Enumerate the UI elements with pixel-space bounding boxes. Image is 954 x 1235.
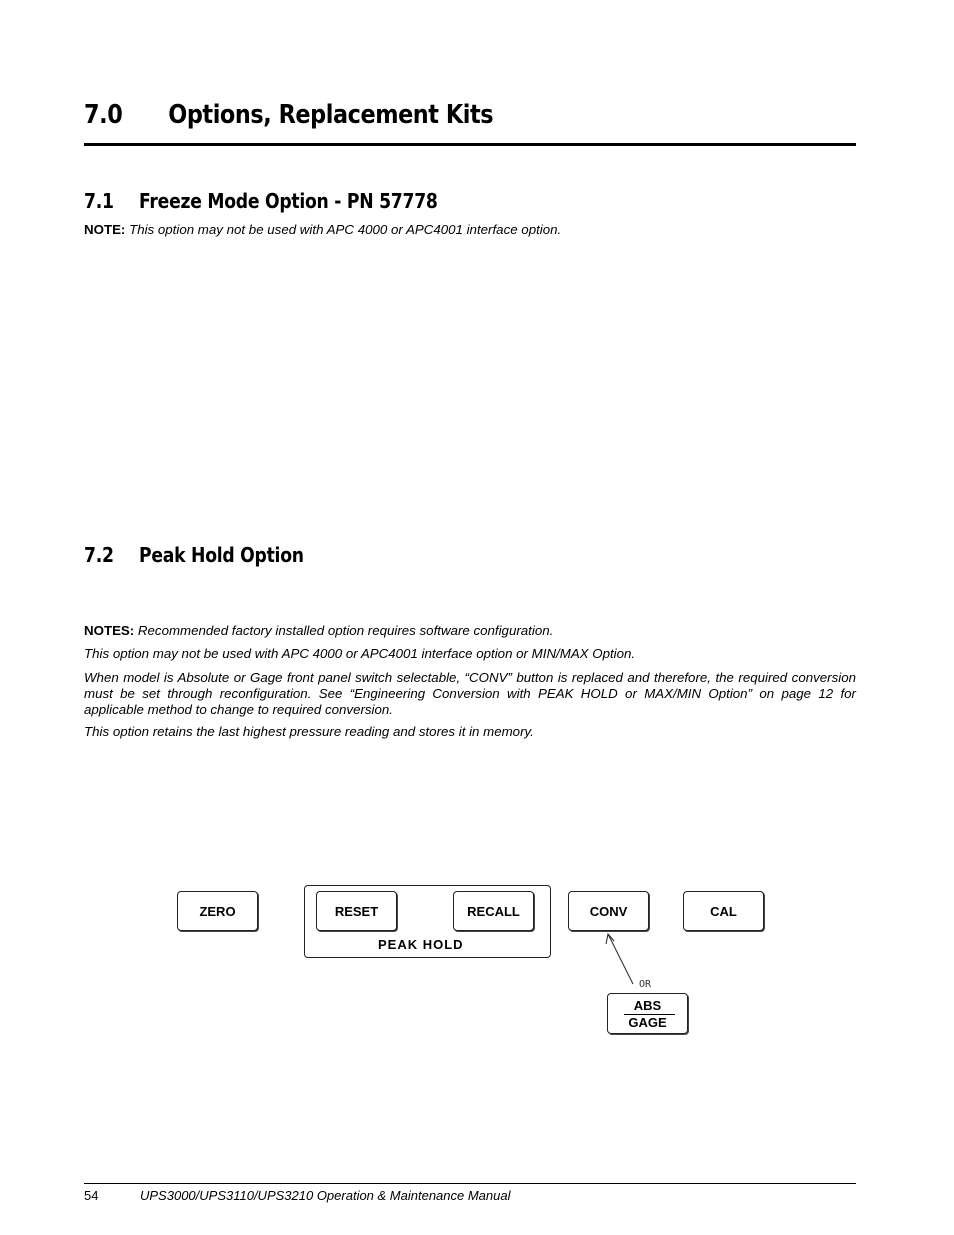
note-label: NOTE:: [84, 222, 126, 237]
subsection-number: 7.2: [84, 543, 114, 567]
note-text: This option may not be used with APC 4000 or APC4001 interface option.: [125, 222, 562, 237]
subsection-title: Freeze Mode Option - PN 57778: [139, 189, 438, 213]
section-number: 7.0: [84, 100, 123, 130]
or-label: OR: [639, 979, 652, 990]
subsection-number: 7.1: [84, 189, 114, 213]
cal-button: CAL: [683, 891, 764, 931]
peak-note-3: When model is Absolute or Gage front panel switch selectable, “CONV” button is replaced and therefore, the required conversion must be set through reconfiguration. See “Engineering Conversion with PEAK HOLD or MAX/MIN Option” on page 12 for applicable method to change to required conversion.: [84, 670, 856, 717]
subsection-heading-peak-hold: [84, 543, 304, 567]
gage-label: GAGE: [628, 1015, 667, 1030]
zero-button: ZERO: [177, 891, 258, 931]
freeze-note: [84, 222, 856, 238]
peak-hold-label: PEAK HOLD: [378, 937, 464, 952]
abs-gage-switch: [607, 993, 688, 1034]
section-title: Options, Replacement Kits: [168, 100, 494, 130]
peak-note-1: [84, 623, 856, 639]
peak-note-2: This option may not be used with APC 4000 or APC4001 interface option or MIN/MAX Option.: [84, 646, 636, 661]
abs-label: ABS: [633, 998, 662, 1013]
subsection-title: Peak Hold Option: [139, 543, 304, 567]
recall-button: RECALL: [453, 891, 534, 931]
reset-button: RESET: [316, 891, 397, 931]
arrow-icon: [600, 928, 640, 988]
peak-note-4: This option retains the last highest pressure reading and stores it in memory.: [84, 724, 534, 739]
section-heading: [84, 100, 493, 130]
section-rule: [84, 143, 856, 146]
note-text: Recommended factory installed option requires software configuration.: [134, 623, 554, 638]
footer-manual-title: UPS3000/UPS3110/UPS3210 Operation & Maintenance Manual: [140, 1188, 511, 1203]
notes-label: NOTES:: [84, 623, 135, 638]
page-number: 54: [84, 1188, 99, 1203]
conv-button: CONV: [568, 891, 649, 931]
subsection-heading-freeze: [84, 189, 438, 213]
footer-rule: [84, 1183, 856, 1184]
